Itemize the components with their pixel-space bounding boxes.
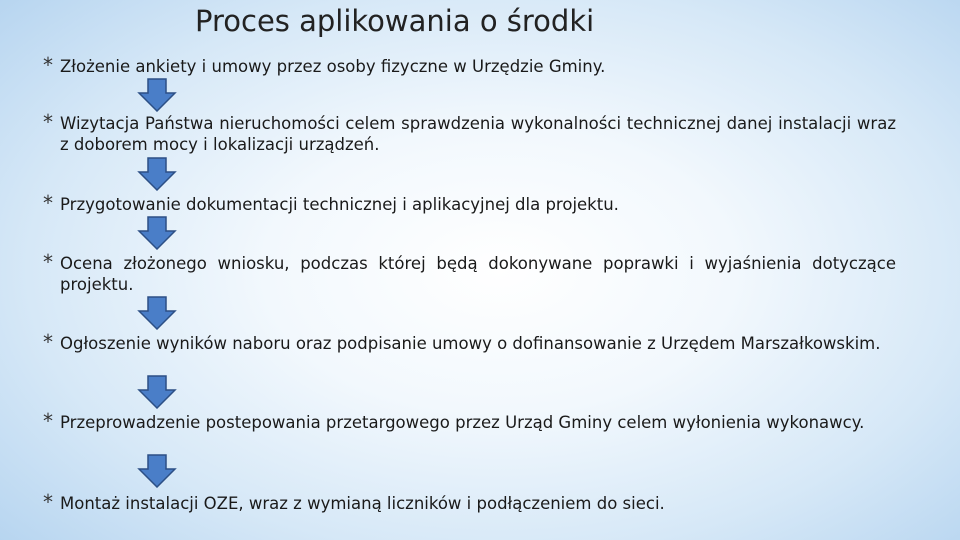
step-1 (43, 53, 896, 77)
asterisk-bullet-icon: * (43, 490, 53, 514)
asterisk-bullet-icon: * (43, 191, 53, 215)
slide-title: Proces aplikowania o środki (195, 4, 595, 38)
down-arrow-icon (137, 454, 177, 488)
asterisk-bullet-icon: * (43, 250, 53, 274)
step-text: Złożenie ankiety i umowy przez osoby fizyczne w Urzędzie Gminy. (60, 57, 606, 76)
down-arrow-icon (137, 78, 177, 112)
step-3 (43, 191, 896, 215)
step-7 (43, 490, 896, 514)
step-5 (43, 330, 896, 354)
step-6 (43, 409, 896, 433)
down-arrow-icon (137, 157, 177, 191)
step-text: Ocena złożonego wniosku, podczas której będą dokonywane poprawki i wyjaśnienia dotyczące projektu. (60, 254, 896, 294)
step-2 (43, 110, 896, 155)
down-arrow-icon (137, 375, 177, 409)
asterisk-bullet-icon: * (43, 330, 53, 354)
step-text: Montaż instalacji OZE, wraz z wymianą liczników i podłączeniem do sieci. (60, 494, 665, 513)
step-text: Ogłoszenie wyników naboru oraz podpisanie umowy o dofinansowanie z Urzędem Marszałkowskim. (60, 334, 881, 353)
down-arrow-icon (137, 216, 177, 250)
asterisk-bullet-icon: * (43, 409, 53, 433)
down-arrow-icon (137, 296, 177, 330)
asterisk-bullet-icon: * (43, 53, 53, 77)
step-text: Przygotowanie dokumentacji technicznej i aplikacyjnej dla projektu. (60, 195, 619, 214)
step-text: Przeprowadzenie postepowania przetargowego przez Urząd Gminy celem wyłonienia wykonawcy. (60, 413, 865, 432)
step-text: Wizytacja Państwa nieruchomości celem sprawdzenia wykonalności technicznej danej instalacji wraz z doborem mocy i lokalizacji urządzeń. (60, 114, 896, 154)
asterisk-bullet-icon: * (43, 110, 53, 134)
step-4 (43, 250, 896, 295)
